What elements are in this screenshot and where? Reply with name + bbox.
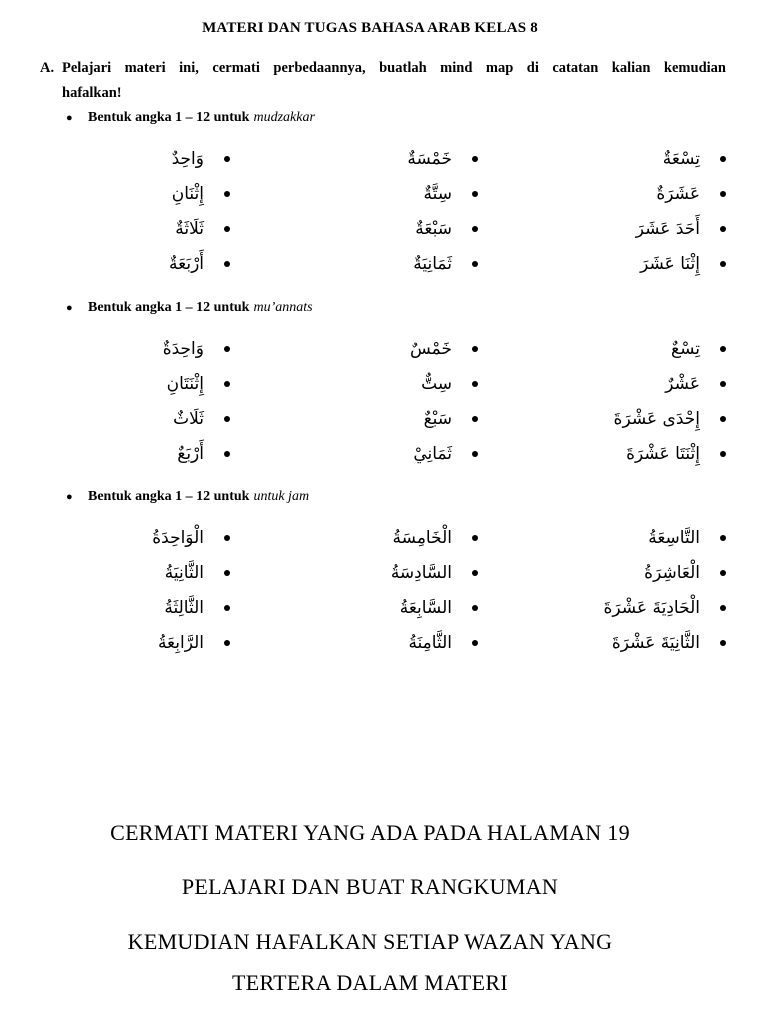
number-item: [418, 406, 478, 441]
number-row: [0, 595, 768, 630]
number-row: [0, 630, 768, 665]
instruction-paragraph: [40, 56, 726, 106]
bullet-icon: [720, 451, 726, 457]
arabic-word: أَحَدَ عَشَرَ: [635, 219, 700, 239]
number-item: [166, 371, 230, 406]
bullet-icon: [472, 416, 478, 422]
section-heading-jam: [66, 489, 309, 505]
bullet-icon: [720, 381, 726, 387]
number-item: [170, 181, 230, 216]
bullet-icon: [720, 191, 726, 197]
arabic-word: أَرْبَعٌ: [177, 444, 204, 464]
number-item: [152, 525, 230, 560]
bullet-icon: [224, 451, 230, 457]
arabic-word: ثَمَانِيَةٌ: [413, 254, 452, 274]
number-item: [666, 371, 726, 406]
arabic-word: الرَّابِعَةُ: [157, 633, 204, 653]
bullet-icon: [720, 346, 726, 352]
footer-line-4: TERTERA DALAM MATERI: [231, 970, 508, 995]
bullet-icon: [720, 226, 726, 232]
number-item: [162, 336, 230, 371]
number-row: [0, 336, 768, 371]
bullet-icon: [224, 156, 230, 162]
number-item: [611, 630, 726, 665]
arabic-word: وَاحِدَةٌ: [162, 339, 204, 359]
number-grid-jam: [0, 525, 768, 665]
number-row: [0, 406, 768, 441]
number-item: [170, 251, 230, 286]
number-item: [407, 146, 478, 181]
arabic-word: الثَّالِثَةُ: [164, 598, 204, 618]
bullet-icon: [224, 535, 230, 541]
section-heading-text: Bentuk angka 1 – 12 untuk: [88, 489, 250, 504]
bullet-icon: [720, 605, 726, 611]
arabic-word: السَّادِسَةُ: [390, 563, 452, 583]
instruction-line-2: hafalkan!: [62, 85, 122, 101]
number-row: [0, 560, 768, 595]
bullet-icon: [472, 261, 478, 267]
number-row: [0, 216, 768, 251]
number-grid-mudzakkar: [0, 146, 768, 286]
bullet-icon: [472, 381, 478, 387]
arabic-word: سِتٌّ: [421, 374, 452, 394]
bullet-icon: [720, 570, 726, 576]
bullet-icon: ●: [66, 112, 73, 124]
bullet-icon: [224, 226, 230, 232]
number-item: [613, 406, 726, 441]
bullet-icon: [720, 261, 726, 267]
arabic-word: ثَلَاثٌ: [173, 409, 204, 429]
number-row: [0, 441, 768, 476]
section-heading-italic: mudzakkar: [253, 110, 315, 125]
bullet-icon: [224, 640, 230, 646]
arabic-word: خَمْسٌ: [409, 339, 452, 359]
number-item: [644, 560, 726, 595]
bullet-icon: [224, 346, 230, 352]
number-item: [164, 560, 230, 595]
number-item: [656, 181, 726, 216]
bullet-icon: [472, 605, 478, 611]
arabic-word: الْعَاشِرَةُ: [644, 563, 700, 583]
arabic-word: عَشَرَةٌ: [656, 184, 700, 204]
number-item: [170, 216, 230, 251]
number-row: [0, 181, 768, 216]
number-item: [418, 181, 478, 216]
arabic-word: السَّابِعَةُ: [399, 598, 452, 618]
arabic-word: تِسْعٌ: [671, 339, 700, 359]
number-item: [418, 371, 478, 406]
arabic-word: سَبْعٌ: [423, 409, 452, 429]
arabic-word: التَّاسِعَةُ: [648, 528, 700, 548]
bullet-icon: [720, 416, 726, 422]
bullet-icon: [224, 261, 230, 267]
number-item: [392, 525, 478, 560]
arabic-word: أَرْبَعَةٌ: [169, 254, 204, 274]
bullet-icon: [224, 381, 230, 387]
bullet-icon: [472, 156, 478, 162]
bullet-icon: [472, 346, 478, 352]
section-heading-text: Bentuk angka 1 – 12 untuk: [88, 110, 250, 125]
number-item: [164, 595, 230, 630]
bullet-icon: [472, 640, 478, 646]
number-row: [0, 525, 768, 560]
arabic-word: تِسْعَةٌ: [662, 149, 700, 169]
number-item: [413, 251, 478, 286]
section-heading-muannats: [66, 300, 313, 316]
bullet-icon: [224, 416, 230, 422]
section-heading-mudzakkar: [66, 110, 315, 126]
arabic-word: وَاحِدٌ: [171, 149, 204, 169]
footer-line-3: KEMUDIAN HAFALKAN SETIAP WAZAN YANG: [127, 929, 613, 954]
number-item: [662, 146, 726, 181]
footer-line-2: PELAJARI DAN BUAT RANGKUMAN: [181, 874, 559, 899]
number-item: [408, 630, 478, 665]
number-grid-muannats: [0, 336, 768, 476]
arabic-word: ثَمَانِيْ: [413, 444, 452, 464]
bullet-icon: ●: [66, 302, 73, 314]
arabic-word: الْحَادِيَةَ عَشْرَةَ: [603, 598, 700, 618]
section-heading-italic: untuk jam: [253, 489, 310, 504]
footer-line-1: CERMATI MATERI YANG ADA PADA HALAMAN 19: [110, 820, 630, 845]
number-row: [0, 371, 768, 406]
number-item: [170, 406, 230, 441]
bullet-icon: [224, 191, 230, 197]
arabic-word: الثَّانِيَةُ: [164, 563, 204, 583]
bullet-icon: [720, 156, 726, 162]
number-row: [0, 251, 768, 286]
number-item: [666, 336, 726, 371]
bullet-icon: [720, 640, 726, 646]
section-heading-italic: mu’annats: [253, 300, 313, 315]
arabic-word: سِتَّةٌ: [423, 184, 452, 204]
number-item: [157, 630, 230, 665]
bullet-icon: ●: [66, 491, 73, 503]
bullet-icon: [720, 535, 726, 541]
instruction-label: A.: [40, 60, 55, 76]
number-item: [170, 441, 230, 476]
number-item: [603, 595, 726, 630]
number-item: [415, 216, 478, 251]
bullet-icon: [472, 451, 478, 457]
arabic-word: إِثْنَتَانِ: [166, 374, 204, 394]
arabic-word: خَمْسَةٌ: [407, 149, 452, 169]
bullet-icon: [472, 570, 478, 576]
number-item: [170, 146, 230, 181]
number-item: [399, 595, 478, 630]
instruction-line-1: Pelajari materi ini, cermati perbedaannya, buatlah mind map di catatan kalian kemudian: [62, 60, 726, 76]
bullet-icon: [224, 605, 230, 611]
arabic-word: إِثْنَتَا عَشْرَةَ: [626, 444, 700, 464]
number-item: [640, 251, 726, 286]
bullet-icon: [224, 570, 230, 576]
arabic-word: الْخَامِسَةُ: [392, 528, 452, 548]
arabic-word: عَشْرٌ: [665, 374, 700, 394]
section-heading-text: Bentuk angka 1 – 12 untuk: [88, 300, 250, 315]
arabic-word: ثَلَاثَةٌ: [175, 219, 204, 239]
arabic-word: إِحْدَى عَشْرَةَ: [613, 409, 700, 429]
number-item: [390, 560, 478, 595]
bullet-icon: [472, 535, 478, 541]
number-item: [626, 441, 726, 476]
arabic-word: سَبْعَةٌ: [415, 219, 452, 239]
number-item: [648, 525, 726, 560]
arabic-word: الثَّامِنَةُ: [408, 633, 452, 653]
number-item: [413, 441, 478, 476]
document-title: MATERI DAN TUGAS BAHASA ARAB KELAS 8: [202, 20, 538, 36]
number-item: [409, 336, 478, 371]
arabic-word: الثَّانِيَةَ عَشْرَةَ: [611, 633, 700, 653]
number-item: [635, 216, 726, 251]
arabic-word: الْوَاحِدَةُ: [152, 528, 204, 548]
bullet-icon: [472, 191, 478, 197]
number-row: [0, 146, 768, 181]
bullet-icon: [472, 226, 478, 232]
arabic-word: إِثْنَا عَشَرَ: [640, 254, 700, 274]
arabic-word: إِثْنَانِ: [171, 184, 204, 204]
